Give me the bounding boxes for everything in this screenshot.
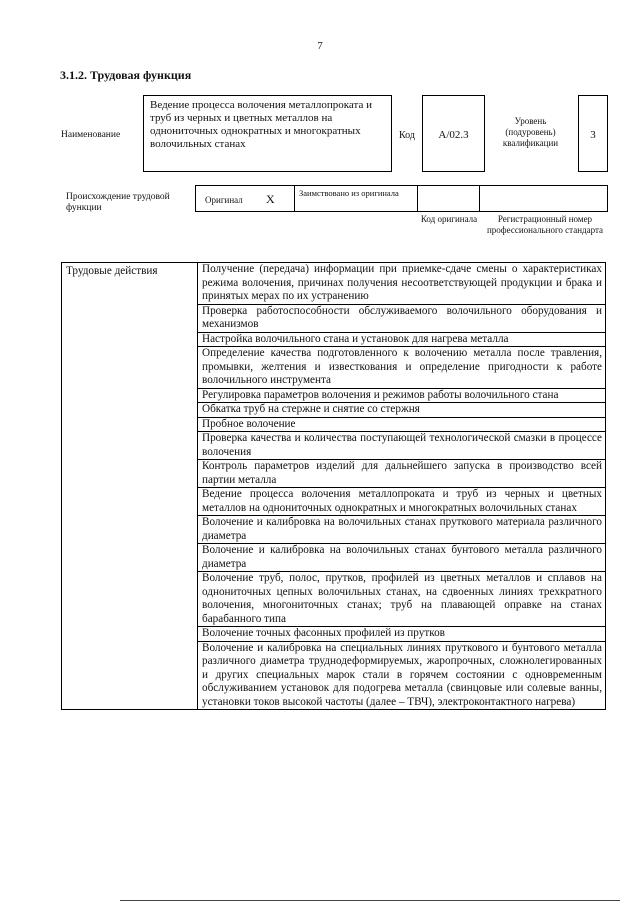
action-item: Волочение и калибровка на специальных линиях пруткового и бунтового металла различного диаметра труднодеформируемых, жаропрочных, сложнолегированных и других специальных марок стали в горячем состоянии с одновременным обслуживанием установок для подогрева металла (свинцовые или солевые ванны, установки токов высокой частоты (далее – ТВЧ), электроконтактного нагрева) xyxy=(198,641,606,710)
bottom-divider xyxy=(120,900,620,901)
origin-reg-box xyxy=(479,185,608,212)
reg-caption: Регистрационный номер профессионального стандарта xyxy=(486,214,604,235)
name-label: Наименование xyxy=(61,130,121,140)
action-item: Проверка работоспособности обслуживаемого волочильного оборудования и механизмов xyxy=(198,304,606,332)
table-row xyxy=(62,263,606,305)
action-item: Волочение и калибровка на волочильных станах пруткового материала различного диаметра xyxy=(198,516,606,544)
borrowed-box xyxy=(294,185,418,212)
action-item: Обкатка труб на стержне и снятие со стержня xyxy=(198,403,606,418)
original-mark: X xyxy=(266,192,275,206)
action-item: Волочение точных фасонных профилей из прутков xyxy=(198,627,606,642)
borrowed-label: Заимствовано из оригинала xyxy=(299,188,399,198)
action-item: Регулировка параметров волочения и режимов работы волочильного стана xyxy=(198,388,606,403)
level-value-box xyxy=(578,95,608,172)
code-label: Код xyxy=(399,130,415,141)
action-item: Контроль параметров изделий для дальнейшего запуска в производство всей партии металла xyxy=(198,460,606,488)
actions-label: Трудовые действия xyxy=(62,263,198,710)
action-item: Настройка волочильного стана и установок для нагрева металла xyxy=(198,332,606,347)
action-item: Волочение и калибровка на волочильных станах бунтового металла различного диаметра xyxy=(198,544,606,572)
original-box xyxy=(195,185,295,212)
level-value: 3 xyxy=(590,129,596,141)
action-item: Ведение процесса волочения металлопроката и труб из черных и цветных металлов на однониточных однократных и многократных волочильных станах xyxy=(198,488,606,516)
code-caption: Код оригинала xyxy=(420,214,478,224)
name-value-box xyxy=(143,95,392,172)
original-label: Оригинал xyxy=(205,195,243,205)
action-item: Проверка качества и количества поступающей технологической смазки в процессе волочения xyxy=(198,432,606,460)
action-item: Определение качества подготовленного к волочению металла после травления, промывки, желтения и известкования и определение пригодности к работе волочильного инструмента xyxy=(198,347,606,389)
page-number: 7 xyxy=(317,40,323,52)
action-item: Волочение труб, полос, прутков, профилей из цветных металлов и сплавов на однониточных цепных волочильных станах, на сдвоенных линиях трехкратного волочения, многониточных станах; труб на плавающей оправке на станах барабанного типа xyxy=(198,572,606,627)
name-value: Ведение процесса волочения металлопроката и труб из черных и цветных металлов на однониточных однократных и многократных волочильных станах xyxy=(150,99,372,150)
action-item: Получение (передача) информации при приемке-сдаче смены о характеристиках режима волочения, причинах получения несоответствующей продукции и брака и принятых мерах по их устранению xyxy=(198,263,606,305)
level-label: Уровень (подуровень) квалификации xyxy=(502,116,559,148)
action-item: Пробное волочение xyxy=(198,417,606,432)
origin-code-box xyxy=(417,185,480,212)
actions-table xyxy=(61,262,606,710)
code-value-box xyxy=(422,95,485,172)
section-title: 3.1.2. Трудовая функция xyxy=(60,68,192,82)
origin-label: Происхождение трудовой функции xyxy=(66,192,170,213)
code-value: A/02.3 xyxy=(438,129,469,141)
